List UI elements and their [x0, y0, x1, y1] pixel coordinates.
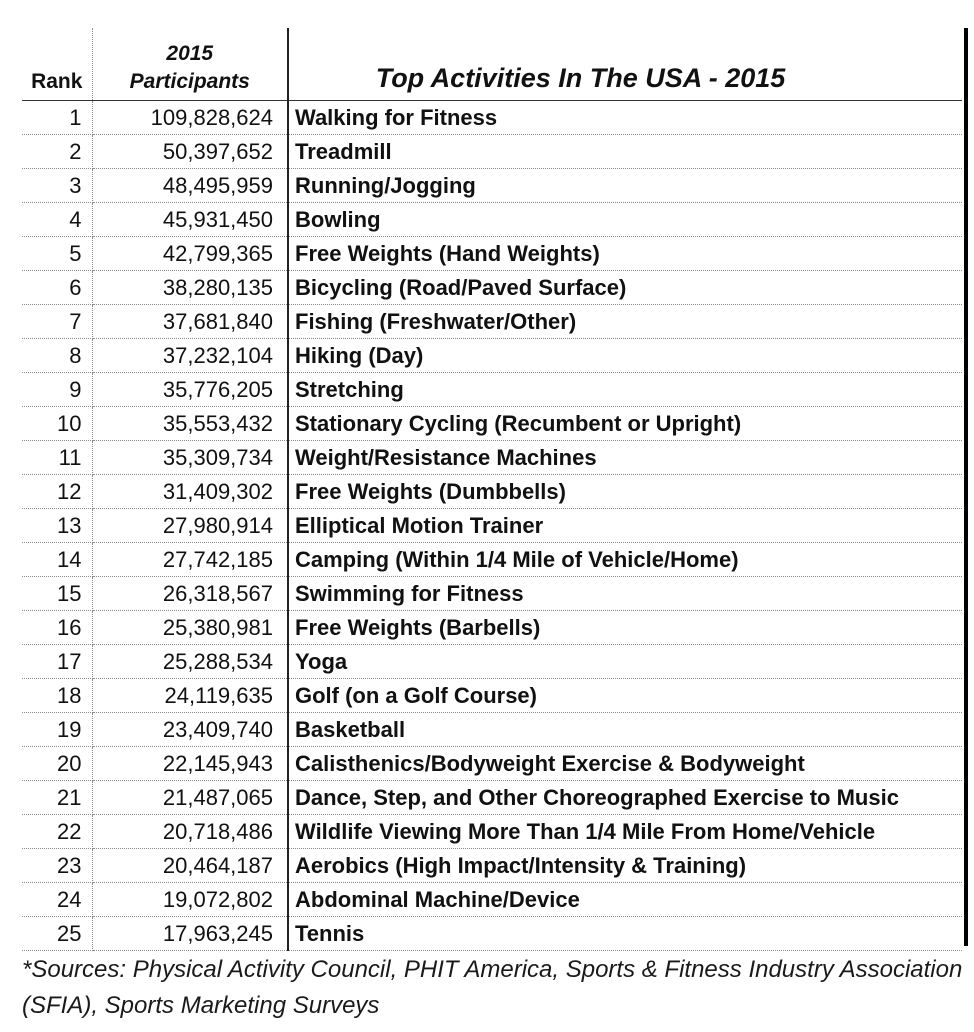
- rank-cell: 10: [22, 407, 92, 441]
- rank-cell: 11: [22, 441, 92, 475]
- table-row: [22, 407, 962, 441]
- table-row: [22, 101, 962, 135]
- participants-cell: 23,409,740: [92, 713, 288, 747]
- participants-cell: 22,145,943: [92, 747, 288, 781]
- participants-cell: 42,799,365: [92, 237, 288, 271]
- table-row: [22, 135, 962, 169]
- rank-cell: 22: [22, 815, 92, 849]
- table-row: [22, 271, 962, 305]
- table-row: [22, 611, 962, 645]
- table-row: [22, 645, 962, 679]
- participants-cell: 31,409,302: [92, 475, 288, 509]
- activity-cell: Stationary Cycling (Recumbent or Upright): [288, 407, 962, 441]
- activity-cell: Dance, Step, and Other Choreographed Exercise to Music: [288, 781, 962, 815]
- participants-cell: 50,397,652: [92, 135, 288, 169]
- rank-cell: 17: [22, 645, 92, 679]
- participants-cell: 20,718,486: [92, 815, 288, 849]
- participants-cell: 25,380,981: [92, 611, 288, 645]
- activity-cell: Tennis: [288, 917, 962, 951]
- rank-cell: 7: [22, 305, 92, 339]
- activity-cell: Weight/Resistance Machines: [288, 441, 962, 475]
- participants-cell: 37,681,840: [92, 305, 288, 339]
- participants-cell: 26,318,567: [92, 577, 288, 611]
- participants-cell: 24,119,635: [92, 679, 288, 713]
- rank-cell: 16: [22, 611, 92, 645]
- rank-cell: 12: [22, 475, 92, 509]
- participants-cell: 35,553,432: [92, 407, 288, 441]
- table-row: [22, 849, 962, 883]
- right-border-line: [964, 28, 968, 946]
- participants-cell: 35,776,205: [92, 373, 288, 407]
- table-row: [22, 679, 962, 713]
- activity-cell: Calisthenics/Bodyweight Exercise & Bodyweight: [288, 747, 962, 781]
- table-row: [22, 475, 962, 509]
- activity-cell: Camping (Within 1/4 Mile of Vehicle/Home): [288, 543, 962, 577]
- rank-cell: 14: [22, 543, 92, 577]
- activity-cell: Hiking (Day): [288, 339, 962, 373]
- rank-cell: 24: [22, 883, 92, 917]
- rank-cell: 21: [22, 781, 92, 815]
- sources-footnote: *Sources: Physical Activity Council, PHIT America, Sports & Fitness Industry Association (SFIA), Sports Marketing Surveys: [22, 956, 963, 1019]
- activity-cell: Free Weights (Hand Weights): [288, 237, 962, 271]
- activity-cell: Swimming for Fitness: [288, 577, 962, 611]
- table-row: [22, 815, 962, 849]
- table-row: [22, 339, 962, 373]
- participants-cell: 35,309,734: [92, 441, 288, 475]
- table-row: [22, 883, 962, 917]
- rank-cell: 20: [22, 747, 92, 781]
- participants-label: Participants: [129, 70, 250, 93]
- rank-cell: 2: [22, 135, 92, 169]
- rank-cell: 6: [22, 271, 92, 305]
- participants-column-header: [92, 28, 288, 101]
- participants-year-label: 2015: [166, 42, 214, 65]
- table-row: [22, 543, 962, 577]
- activity-cell: Golf (on a Golf Course): [288, 679, 962, 713]
- table-row: [22, 509, 962, 543]
- participants-cell: 109,828,624: [92, 101, 288, 135]
- rank-cell: 18: [22, 679, 92, 713]
- table-row: [22, 203, 962, 237]
- rank-cell: 4: [22, 203, 92, 237]
- participants-cell: 48,495,959: [92, 169, 288, 203]
- rank-cell: 8: [22, 339, 92, 373]
- activity-cell: Treadmill: [288, 135, 962, 169]
- activity-cell: Abdominal Machine/Device: [288, 883, 962, 917]
- participants-cell: 27,980,914: [92, 509, 288, 543]
- participants-cell: 25,288,534: [92, 645, 288, 679]
- activity-cell: Bicycling (Road/Paved Surface): [288, 271, 962, 305]
- rank-cell: 19: [22, 713, 92, 747]
- table-row: [22, 747, 962, 781]
- table-row: [22, 441, 962, 475]
- table-header-row: [22, 28, 962, 101]
- activities-table: [22, 28, 962, 951]
- activity-cell: Yoga: [288, 645, 962, 679]
- table-row: [22, 237, 962, 271]
- table-row: [22, 577, 962, 611]
- activity-cell: Aerobics (High Impact/Intensity & Training): [288, 849, 962, 883]
- table-row: [22, 373, 962, 407]
- table-title: Top Activities In The USA - 2015: [288, 28, 962, 101]
- activity-cell: Fishing (Freshwater/Other): [288, 305, 962, 339]
- activity-cell: Free Weights (Barbells): [288, 611, 962, 645]
- activity-cell: Bowling: [288, 203, 962, 237]
- rank-column-header: Rank: [22, 28, 92, 101]
- rank-cell: 9: [22, 373, 92, 407]
- table-row: [22, 169, 962, 203]
- participants-cell: 45,931,450: [92, 203, 288, 237]
- participants-cell: 38,280,135: [92, 271, 288, 305]
- activity-cell: Elliptical Motion Trainer: [288, 509, 962, 543]
- participants-cell: 20,464,187: [92, 849, 288, 883]
- participants-cell: 37,232,104: [92, 339, 288, 373]
- table-row: [22, 305, 962, 339]
- rank-cell: 25: [22, 917, 92, 951]
- participants-cell: 17,963,245: [92, 917, 288, 951]
- rank-cell: 1: [22, 101, 92, 135]
- activity-cell: Stretching: [288, 373, 962, 407]
- participants-cell: 27,742,185: [92, 543, 288, 577]
- activity-cell: Running/Jogging: [288, 169, 962, 203]
- table-row: [22, 917, 962, 951]
- activity-cell: Walking for Fitness: [288, 101, 962, 135]
- activity-cell: Basketball: [288, 713, 962, 747]
- participants-cell: 19,072,802: [92, 883, 288, 917]
- activities-table-container: [22, 28, 966, 946]
- rank-cell: 5: [22, 237, 92, 271]
- rank-cell: 3: [22, 169, 92, 203]
- rank-cell: 15: [22, 577, 92, 611]
- table-row: [22, 713, 962, 747]
- activity-cell: Free Weights (Dumbbells): [288, 475, 962, 509]
- table-body: [22, 101, 962, 951]
- rank-cell: 23: [22, 849, 92, 883]
- participants-cell: 21,487,065: [92, 781, 288, 815]
- table-row: [22, 781, 962, 815]
- rank-cell: 13: [22, 509, 92, 543]
- activity-cell: Wildlife Viewing More Than 1/4 Mile From Home/Vehicle: [288, 815, 962, 849]
